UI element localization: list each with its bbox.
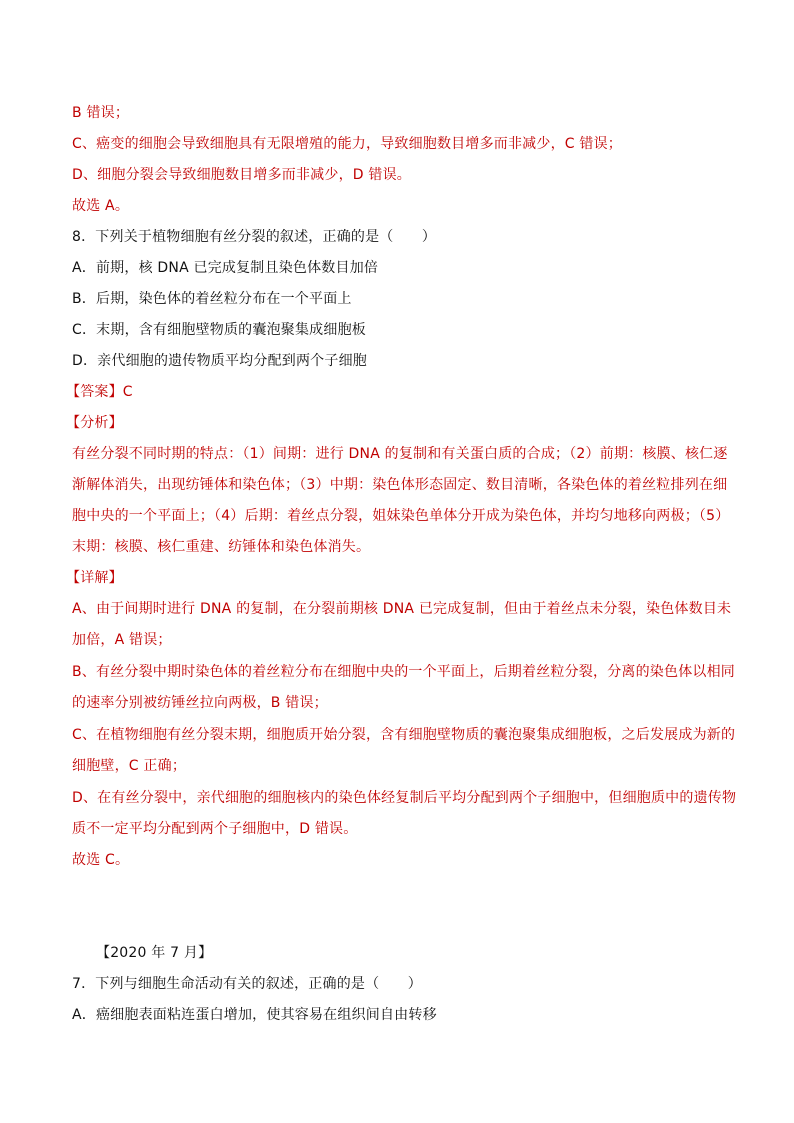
answer-heading: 【答案】C [66,384,133,400]
question-8-option-d: D．亲代细胞的遗传物质平均分配到两个子细胞 [72,353,367,369]
text-line-c-cancer-cells: C、癌变的细胞会导致细胞具有无限增殖的能力，导致细胞数目增多而非减少，C 错误； [72,136,622,152]
text-line-b-wrong: B 错误； [72,105,130,121]
text-line-choose-a: 故选 A。 [72,198,130,214]
detail-b-line-1: B、有丝分裂中期时染色体的着丝粒分布在细胞中央的一个平面上，后期着丝粒分裂，分离的染色体以相同 [72,664,736,680]
detail-a-line-2: 加倍，A 错误； [72,632,172,648]
analysis-heading: 【分析】 [66,415,123,431]
text-line-d-cell-division: D、细胞分裂会导致细胞数目增多而非减少，D 错误。 [72,167,412,183]
text-line-choose-c: 故选 C。 [72,852,130,868]
detail-a-line-1: A、由于间期时进行 DNA 的复制，在分裂前期核 DNA 已完成复制，但由于着丝点未分裂，染色体数目未 [72,601,732,617]
analysis-line-2: 渐解体消失，出现纺锤体和染色体；（3）中期：染色体形态固定、数目清晰，各染色体的着丝粒排列在细 [72,477,728,493]
section-date-heading: 【2020 年 7 月】 [96,945,213,961]
question-7-stem: 7．下列与细胞生命活动有关的叙述，正确的是（ ） [72,976,422,992]
analysis-line-1: 有丝分裂不同时期的特点：（1）间期：进行 DNA 的复制和有关蛋白质的合成；（2）前期：核膜、核仁逐 [72,446,728,462]
question-8-option-a: A．前期，核 DNA 已完成复制且染色体数目加倍 [72,260,379,276]
analysis-line-3: 胞中央的一个平面上；（4）后期：着丝点分裂，姐妹染色单体分开成为染色体，并均匀地移向两极；（5） [72,508,730,524]
detail-d-line-2: 质不一定平均分配到两个子细胞中，D 错误。 [72,821,358,837]
detail-b-line-2: 的速率分别被纺锤丝拉向两极，B 错误； [72,695,328,711]
question-8-option-c: C．末期，含有细胞壁物质的囊泡聚集成细胞板 [72,322,366,338]
question-8-option-b: B．后期，染色体的着丝粒分布在一个平面上 [72,291,352,307]
detail-c-line-2: 细胞壁，C 正确； [72,758,187,774]
question-7-option-a: A．癌细胞表面粘连蛋白增加，使其容易在组织间自由转移 [72,1007,437,1023]
analysis-line-4: 末期：核膜、核仁重建、纺锤体和染色体消失。 [72,539,371,555]
detail-heading: 【详解】 [66,570,123,586]
detail-d-line-1: D、在有丝分裂中，亲代细胞的细胞核内的染色体经复制后平均分配到两个子细胞中，但细胞质中的遗传物 [72,790,737,806]
detail-c-line-1: C、在植物细胞有丝分裂末期，细胞质开始分裂，含有细胞壁物质的囊泡聚集成细胞板，之后发展成为新的 [72,727,736,743]
question-8-stem: 8．下列关于植物细胞有丝分裂的叙述，正确的是（ ） [72,229,437,245]
